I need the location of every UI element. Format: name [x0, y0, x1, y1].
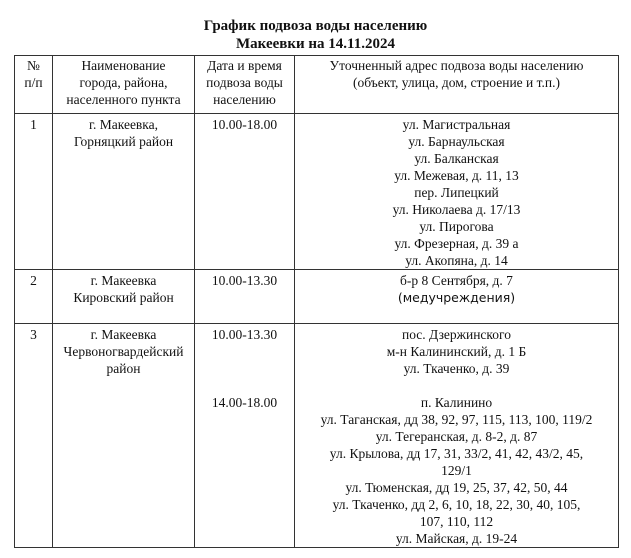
table-header-row: [15, 56, 619, 114]
district-line: Червоногвардейский: [63, 344, 184, 359]
address-line: ул. Тегеранская, д. 8-2, д. 87: [375, 429, 538, 444]
row-num: 2: [15, 270, 53, 324]
address-line: ул. Николаева д. 17/13: [392, 202, 521, 217]
table-row: [15, 270, 619, 324]
header-name-line: города, района,: [79, 75, 168, 90]
header-name-line: населенного пункта: [66, 92, 181, 107]
table-row: [15, 324, 619, 548]
address-line: ул. Межевая, д. 11, 13: [394, 168, 519, 183]
district-line: район: [106, 361, 141, 376]
address-line: ул. Балканская: [414, 151, 499, 166]
header-time-line: Дата и время: [207, 58, 282, 73]
row-num: 1: [15, 114, 53, 270]
row-num: 3: [15, 324, 53, 548]
address-line: пос. Дзержинского: [401, 327, 511, 342]
header-time-line: населению: [213, 92, 276, 107]
header-num-line: №: [27, 58, 40, 73]
row-time: 10.00-13.30: [195, 270, 295, 324]
header-num: [15, 56, 53, 114]
table-row: [15, 114, 619, 270]
row-district: [53, 114, 195, 270]
address-line: 107, 110, 112: [419, 514, 494, 529]
header-address-line: (объект, улица, дом, строение и т.п.): [353, 75, 560, 90]
address-line: ул. Барнаульская: [408, 134, 505, 149]
header-address: [295, 56, 619, 114]
header-name-line: Наименование: [81, 58, 166, 73]
title-line-2: Макеевки на 14.11.2024: [236, 36, 395, 52]
time-slot-1: 10.00-13.30: [211, 327, 278, 342]
address-line: м-н Калининский, д. 1 Б: [386, 344, 527, 359]
address-line: п. Калинино: [420, 395, 493, 410]
row-addresses: [295, 324, 619, 548]
row-addresses: [295, 114, 619, 270]
address-line: ул. Таганская, дд 38, 92, 97, 115, 113, 100, 119/2: [320, 412, 593, 427]
water-schedule-table: [14, 55, 619, 548]
address-line: ул. Тюменская, дд 19, 25, 37, 42, 50, 44: [345, 480, 568, 495]
address-line: ул. Крылова, дд 17, 31, 33/2, 41, 42, 43/2, 45,: [329, 446, 584, 461]
district-line: г. Макеевка: [90, 273, 157, 288]
district-line: Кировский район: [73, 290, 174, 305]
address-line: 129/1: [441, 463, 472, 478]
document-title: [0, 0, 631, 53]
header-num-line: п/п: [24, 75, 43, 90]
time-slot-2: 14.00-18.00: [211, 395, 278, 410]
address-line: ул. Фрезерная, д. 39 а: [394, 236, 519, 251]
address-line: б-р 8 Сентября, д. 7: [400, 273, 513, 288]
district-line: Горняцкий район: [73, 134, 174, 149]
header-address-line: Уточненный адрес подвоза воды населению: [329, 58, 584, 73]
row-time: 10.00-18.00: [195, 114, 295, 270]
header-time: [195, 56, 295, 114]
title-line-1: График подвоза воды населению: [203, 18, 428, 34]
address-line: ул. Ткаченко, дд 2, 6, 10, 18, 22, 30, 40, 105,: [332, 497, 581, 512]
address-line: ул. Пирогова: [419, 219, 494, 234]
address-line: ул. Магистральная: [402, 117, 511, 132]
row-time: [195, 324, 295, 548]
header-name: [53, 56, 195, 114]
address-line: ул. Ткаченко, д. 39: [403, 361, 510, 376]
row-district: [53, 270, 195, 324]
district-line: г. Макеевка,: [88, 117, 159, 132]
row-district: [53, 324, 195, 548]
address-line: (медучреждения): [397, 290, 516, 305]
header-time-line: подвоза воды: [206, 75, 283, 90]
row-addresses: [295, 270, 619, 324]
address-line: ул. Акопяна, д. 14: [405, 253, 508, 268]
address-line: ул. Майская, д. 19-24: [395, 531, 518, 546]
address-line: пер. Липецкий: [414, 185, 499, 200]
district-line: г. Макеевка: [90, 327, 157, 342]
